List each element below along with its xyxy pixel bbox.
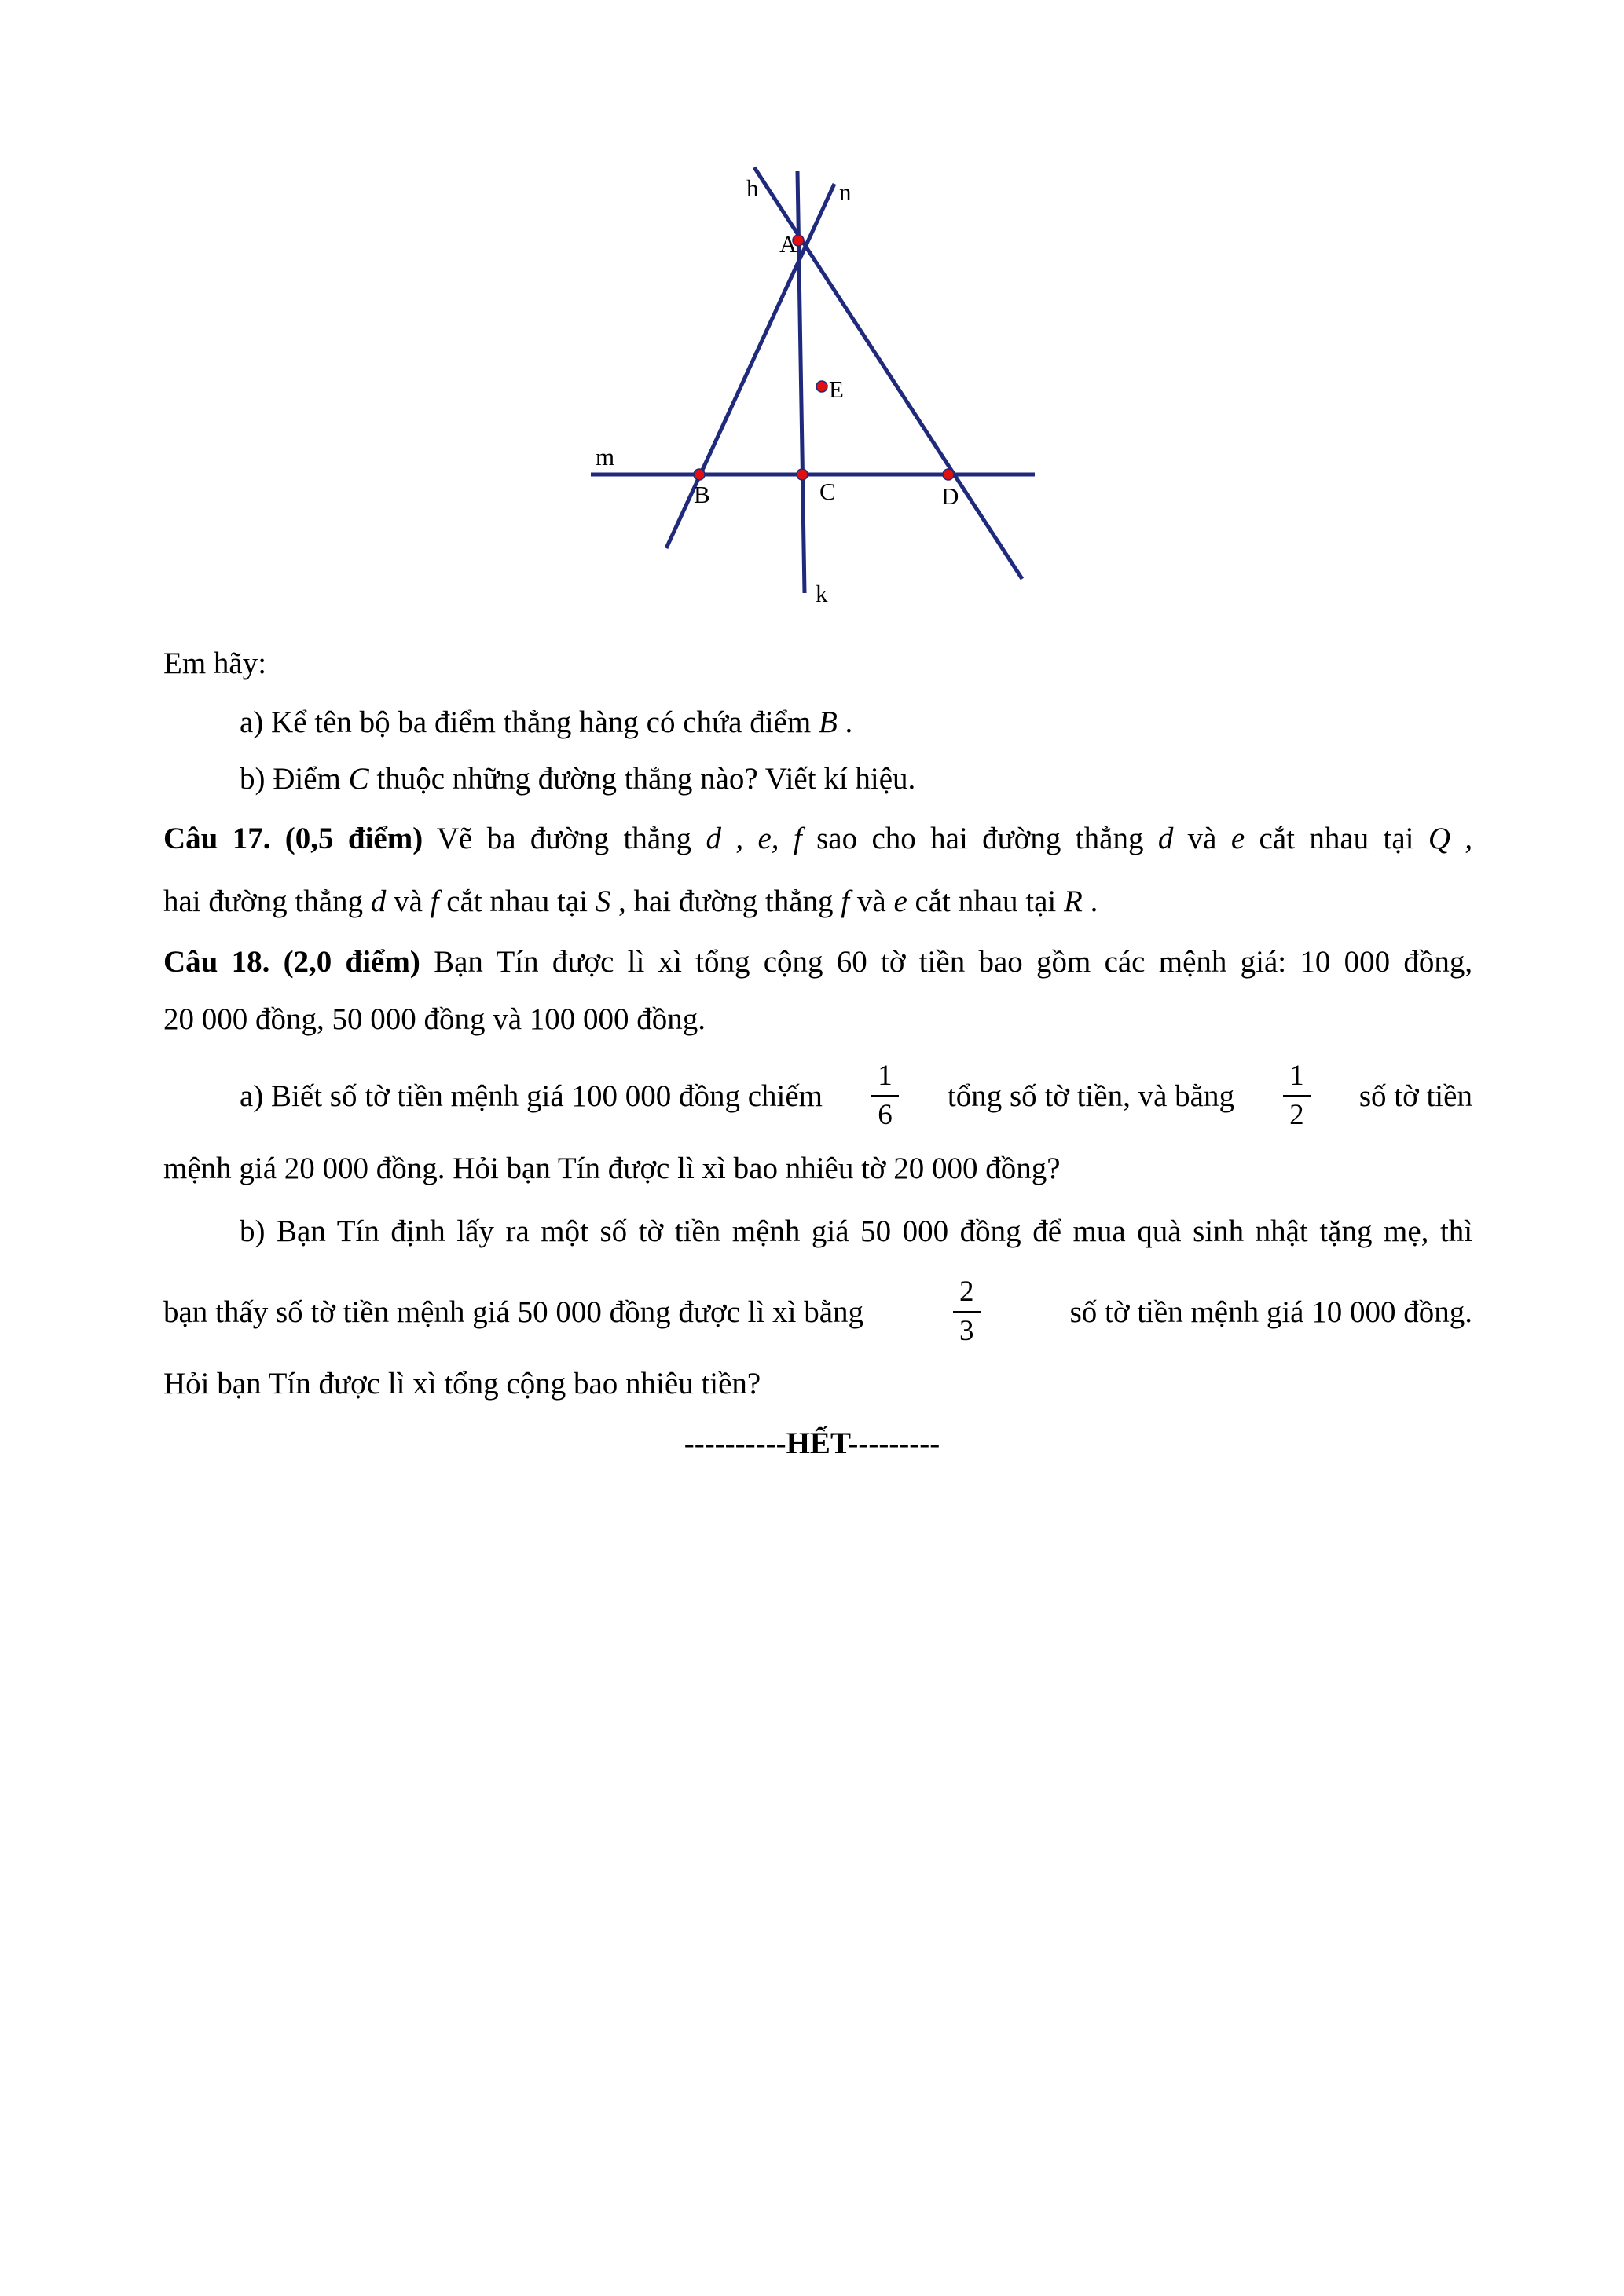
q18b-word: b) (240, 1214, 266, 1248)
q17-word: nhau (1309, 822, 1369, 855)
q18-word: giá: (1240, 945, 1287, 979)
intro-text: Em hãy: (163, 646, 267, 680)
q17-var: R (1064, 884, 1083, 918)
label-c: C (819, 478, 836, 505)
q16a-text: a) Kể tên bộ ba điểm thẳng hàng có chứa điểm (240, 705, 819, 739)
q18b-word: một (541, 1214, 588, 1248)
q17-text: cắt nhau tại (438, 884, 596, 918)
q18a-text: a) Biết số tờ tiền mệnh giá 100 000 đồng chiếm (240, 1078, 823, 1113)
q18b-word: tờ (638, 1214, 664, 1248)
q18-word: 60 (836, 945, 867, 979)
q16-part-a (240, 699, 852, 746)
q17-text: và (849, 884, 894, 918)
q18b-word: ra (505, 1214, 530, 1248)
q18b-word: giá (811, 1214, 849, 1248)
label-b: B (694, 481, 710, 508)
q18-word: tờ (881, 945, 906, 979)
fraction-denominator: 6 (878, 1099, 893, 1131)
q18-word: xì (658, 945, 682, 979)
q18-word: đồng, (1403, 945, 1473, 979)
q17-var: f (841, 884, 850, 918)
q18-word: 10 000 (1300, 945, 1391, 979)
q17-word: Vẽ (436, 822, 473, 855)
q17-word: đường (530, 822, 610, 855)
q17-var: d (370, 884, 387, 918)
q17-word: ba (486, 822, 516, 855)
q18b-word: sinh (1193, 1214, 1245, 1248)
q17-var: d , (706, 822, 744, 855)
q18b-word: mua (1072, 1214, 1126, 1248)
q18a-text: tổng số tờ tiền, và bằng (947, 1078, 1234, 1113)
q17-var: f (430, 884, 439, 918)
q18-word: Tín (496, 945, 539, 979)
q16b-var: C (348, 762, 369, 796)
q18b-word: thì (1439, 1214, 1473, 1248)
q16a-var: B (818, 705, 838, 739)
fraction-numerator: 2 (953, 1275, 981, 1313)
line-n (666, 184, 834, 548)
q18b-word: số (599, 1214, 628, 1248)
q18b-word: tặng (1319, 1214, 1373, 1248)
fraction-one-sixth (871, 1059, 899, 1133)
q18b-word: đồng (959, 1214, 1021, 1248)
q18b-text: số tờ tiền mệnh giá 10 000 đồng. (1069, 1294, 1472, 1329)
q17-word: hai (930, 822, 968, 855)
q18b-text: bạn thấy số tờ tiền mệnh giá 50 000 đồng được lì xì bằng (163, 1294, 864, 1329)
q18-word: mệnh (1158, 945, 1227, 979)
q18b-word: Bạn (277, 1214, 326, 1248)
q18-line-2: 20 000 đồng, 50 000 đồng và 100 000 đồng. (163, 1002, 706, 1036)
q18b-word: 50 000 (860, 1214, 949, 1248)
fraction-one-half (1283, 1059, 1311, 1133)
q18-line-1 (163, 939, 1472, 986)
q17-label: Câu 17. (0,5 điểm) (163, 822, 423, 855)
q18a-line-2: mệnh giá 20 000 đồng. Hỏi bạn Tín được lì xì bao nhiêu tờ 20 000 đồng? (163, 1152, 1061, 1185)
point-b (694, 469, 705, 480)
q18b-line-1 (240, 1208, 1472, 1255)
q18-word: lì (627, 945, 645, 979)
q17-var: e, (757, 822, 779, 855)
fraction-two-thirds (953, 1275, 981, 1349)
geometry-figure (581, 165, 1053, 621)
point-e (816, 381, 827, 392)
q18-word: được (552, 945, 614, 979)
q16a-post: . (837, 705, 853, 739)
q18-word: gồm (1036, 945, 1091, 979)
q16b-text: b) Điểm (240, 762, 349, 796)
q18b-line-2 (163, 1269, 1472, 1355)
q18b-word: lấy (456, 1214, 494, 1248)
label-h: h (746, 174, 759, 202)
q18-word: các (1104, 945, 1146, 979)
q16-part-b (240, 756, 915, 803)
fraction-denominator: 3 (959, 1315, 974, 1347)
q17-word: thẳng (1075, 822, 1144, 855)
point-d (943, 469, 954, 480)
fraction-denominator: 2 (1289, 1099, 1304, 1131)
label-k: k (816, 580, 828, 607)
q17-text: . (1082, 884, 1098, 918)
label-d: D (941, 482, 959, 510)
q17-word: sao (816, 822, 858, 855)
fraction-numerator: 1 (871, 1059, 899, 1097)
label-a: A (779, 230, 797, 258)
label-n: n (839, 178, 852, 206)
q17-text: cắt nhau tại (907, 884, 1064, 918)
q18-word: bao (978, 945, 1023, 979)
q17-line-1 (163, 815, 1472, 862)
q18b-word: mệnh (731, 1214, 801, 1248)
q18a-line-1 (240, 1053, 1472, 1139)
q18b-word: mẹ, (1384, 1214, 1429, 1248)
q17-text: và (386, 884, 431, 918)
q17-line-2 (163, 878, 1098, 925)
q17-word: cắt (1259, 822, 1295, 855)
q17-word: cho (871, 822, 916, 855)
q17-word: tại (1383, 822, 1414, 855)
q17-var: e (893, 884, 907, 918)
label-m: m (596, 443, 615, 471)
fraction-numerator: 1 (1283, 1059, 1311, 1097)
q18b-word: nhật (1255, 1214, 1308, 1248)
q18a-text: số tờ tiền (1358, 1078, 1472, 1113)
q18b-word: tiền (674, 1214, 721, 1248)
q18b-word: định (390, 1214, 445, 1248)
q18-word: tổng (695, 945, 750, 979)
q16b-post: thuộc những đường thẳng nào? Viết kí hiệu. (368, 762, 916, 796)
q17-var: Q , (1428, 822, 1473, 855)
q17-var: f (793, 822, 802, 855)
q18-label: Câu 18. (2,0 điểm) (163, 945, 420, 979)
q17-var: S (595, 884, 611, 918)
q18-word: tiền (918, 945, 966, 979)
q17-var: d (1157, 822, 1174, 855)
point-c (797, 469, 808, 480)
q17-word: và (1187, 822, 1217, 855)
q18b-word: quà (1137, 1214, 1182, 1248)
end-marker: ----------HẾT--------- (684, 1426, 940, 1460)
q17-word: thẳng (623, 822, 692, 855)
label-e: E (829, 375, 844, 403)
q18-word: cộng (763, 945, 823, 979)
q17-var: e (1230, 822, 1245, 855)
q18-word: Bạn (434, 945, 483, 979)
q17-text: , hai đường thẳng (610, 884, 841, 918)
q17-word: đường (982, 822, 1061, 855)
q18b-word: Tín (336, 1214, 379, 1248)
line-h (754, 167, 1022, 579)
q18b-word: để (1032, 1214, 1062, 1248)
q18b-line-3: Hỏi bạn Tín được lì xì tổng cộng bao nhiêu tiền? (163, 1367, 761, 1401)
q17-text: hai đường thẳng (163, 884, 371, 918)
